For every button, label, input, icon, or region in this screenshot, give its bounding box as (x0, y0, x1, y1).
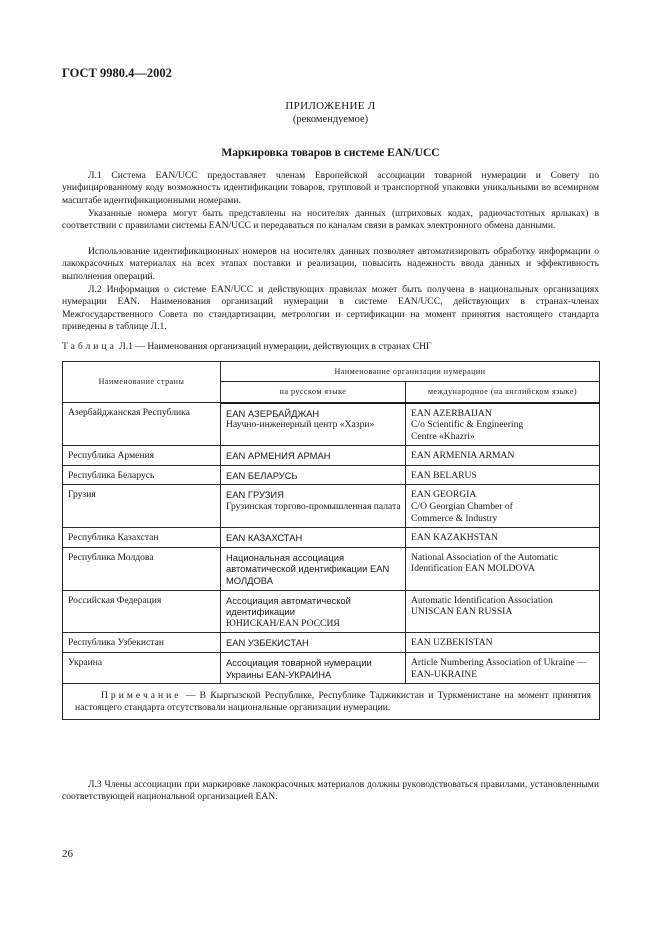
country-cell: Республика Узбекистан (63, 633, 221, 653)
international-name-line: Centre «Khazri» (411, 430, 475, 442)
table-row (63, 590, 600, 633)
paragraph-usage: Использование идентификационных номеров на носителях данных позволяет автоматизировать обработку информации о лакокрасочных материалах на всех этапах поставки и реализации, повысить надежность ввода данных и эффективность выполнения операций. (62, 246, 599, 282)
russian-name-cell (221, 403, 406, 446)
international-name-line: UNISCAN EAN RUSSIA (411, 606, 513, 618)
note-text: — В Кыргызской Республике, Республике Таджикистан и Туркменистане на момент принятия настоящего стандарта отсутствовали национальные организации нумерации. (75, 690, 592, 713)
russian-name-line: ЮНИСКАН/EAN РОССИЯ (226, 617, 340, 629)
country-cell: Российская Федерация (63, 590, 221, 633)
russian-name-line: Ассоциация товарной нумерации Украины EAN-УКРАИНА (226, 657, 372, 680)
international-name-cell (406, 528, 600, 548)
international-name-cell (406, 403, 600, 446)
international-name-cell (406, 653, 600, 684)
country-cell: Республика Беларусь (63, 465, 221, 485)
russian-name-line: Научно-инженерный центр «Хазри» (226, 419, 375, 431)
russian-name-cell (221, 465, 406, 485)
russian-name-cell (221, 485, 406, 528)
table-caption-text: Л.1 — Наименования организаций нумерации, действующих в странах СНГ (116, 341, 432, 352)
section-title: Маркировка товаров в системе EAN/UCC (221, 147, 440, 159)
international-name-line: C/O Georgian Chamber of (411, 501, 513, 513)
table-row (63, 446, 600, 466)
international-name-cell (406, 446, 600, 466)
russian-name-line: EAN АРМЕНИЯ АРМАН (226, 450, 331, 462)
paragraph-l3: Л.3 Члены ассоциации при маркировке лакокрасочных материалов должны руководствоваться правилами, установленными соответствующей национальной организацией EAN. (62, 779, 599, 803)
paragraph-carriers: Указанные номера могут быть представлены на носителях данных (штриховых кодах, радиочастотных ярлыках) в соответствии с правилами системы EAN/UCC и передаваться по каналам связи в рамках электронного обмена данными. (62, 208, 599, 232)
table-note (63, 684, 600, 720)
russian-name-cell (221, 590, 406, 633)
table-row (63, 465, 600, 485)
country-cell: Азербайджанская Республика (63, 403, 221, 446)
international-name-cell (406, 465, 600, 485)
international-name-line: EAN ARMENIA ARMAN (411, 450, 515, 462)
international-name-line: Automatic Identification Association (411, 594, 553, 606)
international-name-line: EAN BELARUS (411, 469, 477, 481)
russian-name-cell (221, 446, 406, 466)
header-organization: Наименование организации нумерации (221, 362, 600, 382)
russian-name-cell (221, 653, 406, 684)
russian-name-line: EAN УЗБЕКИСТАН (226, 637, 309, 649)
international-name-line: EAN AZERBAIJAN (411, 407, 492, 419)
table-caption-label: Таблица (62, 341, 117, 352)
international-name-cell (406, 633, 600, 653)
country-cell: Грузия (63, 485, 221, 528)
russian-name-cell (221, 528, 406, 548)
header-country: Наименование страны (63, 362, 221, 403)
country-cell: Республика Казахстан (63, 528, 221, 548)
international-name-line: EAN KAZAKHSTAN (411, 532, 498, 544)
table-row (63, 653, 600, 684)
standard-header: ГОСТ 9980.4—2002 (62, 66, 172, 80)
international-name-cell (406, 590, 600, 633)
international-name-line: C/o Scientific & Engineering (411, 419, 524, 431)
international-name-cell (406, 485, 600, 528)
numbering-organizations-table (62, 361, 600, 720)
international-name-line: Article Numbering Association of Ukraine — EAN-UKRAINE (411, 657, 587, 680)
appendix-status: (рекомендуемое) (292, 114, 369, 125)
table-row (63, 547, 600, 590)
russian-name-line: EAN БЕЛАРУСЬ (226, 469, 298, 481)
header-international: международное (на английском языке) (406, 382, 600, 403)
table-body (63, 403, 600, 684)
paragraph-l1: Л.1 Система EAN/UCC предоставляет членам Европейской ассоциации товарной нумерации и Совету по унифицированному коду возможность идентификации товаров, групповой и транспортной упаковки уникальными во всемирном масштабе идентификационными номерами. (62, 170, 599, 206)
russian-name-cell (221, 547, 406, 590)
russian-name-line: Национальная ассоциация автоматической идентификации EAN МОЛДОВА (226, 551, 390, 587)
table-row (63, 403, 600, 446)
country-cell: Республика Армения (63, 446, 221, 466)
russian-name-line: EAN КАЗАХСТАН (226, 532, 303, 544)
table-caption (62, 341, 599, 353)
russian-name-line: Ассоциация автоматической идентификации (226, 594, 351, 618)
international-name-cell (406, 547, 600, 590)
paragraph-l2: Л.2 Информация о системе EAN/UCC и действующих правилах может быть получена в национальных организациях нумерации EAN. Наименования организаций нумерации в системе EAN/UCC, действующих в странах-членах Межгосударственного Совета по стандартизации, метрологии и сертификации на момент принятия настоящего стандарта приведены в таблице Л.1. (62, 284, 599, 333)
appendix-label: ПРИЛОЖЕНИЕ Л (285, 100, 376, 112)
russian-name-line: EAN АЗЕРБАЙДЖАН (226, 407, 320, 419)
international-name-line: EAN GEORGIA (411, 489, 477, 501)
international-name-line: EAN UZBEKISTAN (411, 637, 493, 649)
russian-name-line: EAN ГРУЗИЯ (226, 489, 284, 501)
country-cell: Украина (63, 653, 221, 684)
header-russian: на русском языке (221, 382, 406, 403)
table-row (63, 633, 600, 653)
table-row (63, 528, 600, 548)
page-number: 26 (62, 848, 73, 860)
international-name-line: National Association of the Automatic Identification EAN MOLDOVA (411, 551, 559, 575)
table-row (63, 485, 600, 528)
note-label: Примечание (101, 690, 182, 702)
international-name-line: Commerce & Industry (411, 512, 498, 524)
country-cell: Республика Молдова (63, 547, 221, 590)
russian-name-line: Грузинская торгово-промышленная палата (226, 501, 401, 513)
russian-name-cell (221, 633, 406, 653)
